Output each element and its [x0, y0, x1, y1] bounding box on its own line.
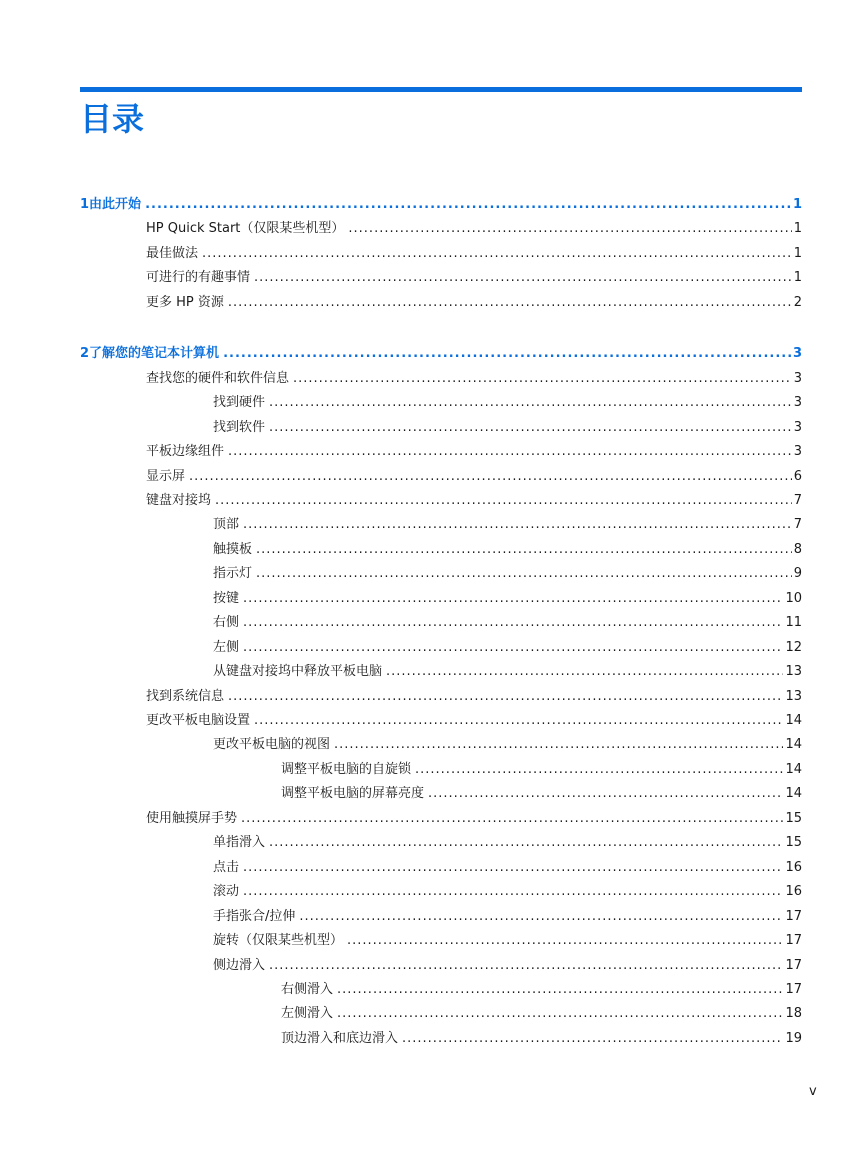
toc-page-number: 1: [793, 270, 802, 286]
dot-leader: [228, 291, 792, 315]
toc-title: 按键: [213, 590, 240, 606]
toc-page-number: 15: [785, 810, 802, 826]
dot-leader: [243, 587, 783, 611]
toc-item[interactable]: [146, 807, 802, 831]
toc-item[interactable]: [213, 513, 802, 537]
toc-item[interactable]: [146, 367, 802, 391]
header-rule: [80, 87, 802, 92]
dot-leader: [402, 1027, 783, 1051]
dot-leader: [189, 465, 792, 489]
toc-title: 右侧滑入: [281, 981, 334, 997]
toc-title: 更改平板电脑的视图: [213, 737, 331, 753]
toc-page-number: 12: [785, 639, 802, 655]
toc-title: 侧边滑入: [213, 957, 266, 973]
toc-item[interactable]: [281, 758, 802, 782]
toc-title: 显示屏: [146, 468, 186, 484]
toc-item[interactable]: [213, 562, 802, 586]
toc-item[interactable]: [213, 929, 802, 953]
toc-title: 从键盘对接坞中释放平板电脑: [213, 664, 383, 680]
toc-title: 更多 HP 资源: [146, 294, 224, 310]
toc-item[interactable]: [213, 587, 802, 611]
toc-title: 最佳做法: [146, 245, 199, 261]
toc-title: 单指滑入: [213, 835, 266, 851]
toc-page-number: 14: [785, 737, 802, 753]
page-number: v: [809, 1084, 817, 1099]
dot-leader: [415, 758, 783, 782]
dot-leader: [337, 1002, 783, 1026]
toc-item[interactable]: [146, 685, 802, 709]
toc-title: 查找您的硬件和软件信息: [146, 370, 290, 386]
toc-item[interactable]: [146, 465, 802, 489]
dot-leader: [254, 266, 792, 290]
dot-leader: [269, 954, 783, 978]
toc-item[interactable]: [213, 611, 802, 635]
toc-page-number: 17: [785, 957, 802, 973]
toc-page-number: 1: [792, 197, 802, 212]
toc-page-number: 8: [793, 541, 802, 557]
toc-title: 调整平板电脑的屏幕亮度: [281, 786, 425, 802]
toc-title: 顶部: [213, 517, 240, 533]
toc-page-number: 3: [793, 395, 802, 411]
toc-title: 了解您的笔记本计算机: [89, 346, 220, 362]
toc-title: 左侧: [213, 639, 240, 655]
toc-title: 由此开始: [89, 197, 142, 212]
toc-title: 触摸板: [213, 541, 253, 557]
dot-leader: [256, 538, 792, 562]
toc-page-number: 14: [785, 713, 802, 728]
page-title: 目录: [80, 100, 145, 138]
toc-page-number: 3: [793, 370, 802, 386]
toc-page-number: 9: [793, 566, 802, 582]
toc-page-number: 7: [793, 492, 802, 508]
toc-page-number: 10: [785, 590, 802, 606]
toc-title: 平板边缘组件: [146, 444, 225, 460]
toc-page-number: 15: [785, 835, 802, 851]
toc-chapter[interactable]: [80, 342, 802, 366]
toc-title: HP Quick Start（仅限某些机型）: [146, 221, 345, 237]
toc-page-number: 17: [785, 933, 802, 949]
dot-leader: [243, 880, 783, 904]
toc-page-number: 3: [793, 419, 802, 435]
dot-leader: [215, 489, 792, 513]
toc-page-number: 16: [785, 884, 802, 900]
toc-chapter[interactable]: [80, 193, 802, 217]
toc-title: 手指张合/拉伸: [213, 908, 296, 924]
toc-item[interactable]: [146, 242, 802, 266]
dot-leader: [269, 831, 783, 855]
toc-page-number: 6: [793, 468, 802, 484]
dot-leader: [348, 217, 791, 241]
toc-page-number: 13: [785, 688, 802, 704]
toc-page-number: 13: [785, 664, 802, 680]
dot-leader: [337, 978, 783, 1002]
toc-title: 左侧滑入: [281, 1006, 334, 1022]
toc-item[interactable]: [213, 416, 802, 440]
toc-item[interactable]: [213, 954, 802, 978]
toc-title: 右侧: [213, 615, 240, 631]
toc-page-number: 2: [793, 294, 802, 310]
toc-item[interactable]: [213, 391, 802, 415]
toc-item[interactable]: [146, 266, 802, 290]
toc-page-number: 7: [793, 517, 802, 533]
toc-item[interactable]: [146, 489, 802, 513]
toc-page-number: 11: [785, 615, 802, 631]
toc-item[interactable]: [146, 291, 802, 315]
toc-item[interactable]: [213, 856, 802, 880]
toc-title: 键盘对接坞: [146, 492, 212, 508]
dot-leader: [254, 709, 783, 733]
dot-leader: [228, 440, 792, 464]
toc-item[interactable]: [281, 782, 802, 806]
dot-leader: [243, 636, 783, 660]
toc-item[interactable]: [213, 660, 802, 684]
toc-title: 找到硬件: [213, 395, 266, 411]
toc-title: 使用触摸屏手势: [146, 810, 238, 826]
toc-page-number: 3: [793, 444, 802, 460]
toc-chapter-number: 2: [80, 346, 90, 362]
dot-leader: [386, 660, 783, 684]
toc-title: 可进行的有趣事情: [146, 270, 251, 286]
toc-item[interactable]: [281, 978, 802, 1002]
toc-item[interactable]: [146, 709, 802, 733]
toc-item[interactable]: [281, 1027, 802, 1051]
dot-leader: [243, 856, 783, 880]
toc-page-number: 16: [785, 859, 802, 875]
dot-leader: [223, 342, 791, 366]
toc-item[interactable]: [213, 831, 802, 855]
toc-page-number: 17: [785, 908, 802, 924]
toc-title: 更改平板电脑设置: [146, 713, 251, 728]
dot-leader: [243, 513, 792, 537]
dot-leader: [269, 416, 792, 440]
toc-item[interactable]: [213, 880, 802, 904]
toc-page-number: 14: [785, 786, 802, 802]
dot-leader: [299, 905, 783, 929]
toc-item[interactable]: [213, 905, 802, 929]
toc-item[interactable]: [213, 636, 802, 660]
toc-item[interactable]: [146, 217, 802, 241]
toc-title: 调整平板电脑的自旋锁: [281, 761, 412, 777]
toc-item[interactable]: [213, 538, 802, 562]
toc-page-number: 1: [793, 221, 802, 237]
toc-title: 点击: [213, 859, 240, 875]
toc-item[interactable]: [146, 440, 802, 464]
dot-leader: [202, 242, 792, 266]
dot-leader: [347, 929, 783, 953]
dot-leader: [145, 193, 791, 217]
toc-title: 顶边滑入和底边滑入: [281, 1030, 399, 1046]
dot-leader: [334, 733, 783, 757]
toc-item[interactable]: [281, 1002, 802, 1026]
dot-leader: [269, 391, 792, 415]
toc-title: 指示灯: [213, 566, 253, 582]
toc-page-number: 19: [785, 1030, 802, 1046]
toc-item[interactable]: [213, 733, 802, 757]
toc-chapter-number: 1: [80, 197, 90, 212]
toc-page-number: 18: [785, 1006, 802, 1022]
toc-page-number: 1: [793, 245, 802, 261]
toc-title: 旋转（仅限某些机型）: [213, 933, 344, 949]
dot-leader: [243, 611, 783, 635]
toc-page-number: 3: [792, 346, 802, 362]
dot-leader: [256, 562, 792, 586]
toc-title: 找到系统信息: [146, 688, 225, 704]
toc-page-number: 14: [785, 761, 802, 777]
toc-title: 滚动: [213, 884, 240, 900]
dot-leader: [428, 782, 783, 806]
toc-title: 找到软件: [213, 419, 266, 435]
dot-leader: [241, 807, 783, 831]
dot-leader: [293, 367, 792, 391]
dot-leader: [228, 685, 783, 709]
toc-page-number: 17: [785, 981, 802, 997]
